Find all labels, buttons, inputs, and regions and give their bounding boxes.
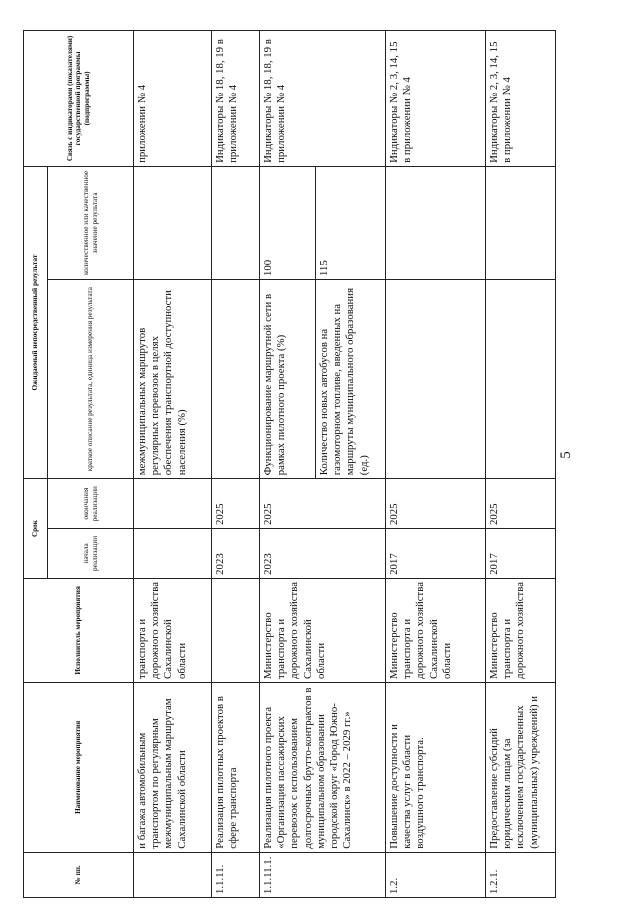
table-row (386, 31, 486, 898)
row-num: 1.1.11. (212, 852, 260, 897)
row-num: 1.1.11.1. (260, 852, 386, 897)
table-row (212, 31, 260, 898)
header-executor: Исполнитель мероприятия (24, 578, 134, 682)
row-value (212, 166, 260, 279)
table-row (134, 31, 212, 898)
row-end: 2025 (486, 479, 556, 529)
row-desc (486, 280, 556, 479)
row-desc: Функционирование маршрутной сети в рамках пилотного проекта (%) (260, 280, 316, 479)
row-name: Предоставление субсидий юридическим лицам (за исключением государственных (муниципальных) учреждений) и (486, 682, 556, 852)
row-end: 2025 (386, 479, 486, 529)
row-indicators: Индикаторы № 2, 3, 14, 15 в приложении № 4 (386, 31, 486, 167)
row-indicators: Индикаторы № 18, 18, 19 в приложении № 4 (260, 31, 386, 167)
row-executor (212, 578, 260, 682)
header-expected-value: количественное или качественное значение результата (48, 166, 134, 279)
row-indicators: Индикаторы № 2, 3, 14, 15 в приложении № 4 (486, 31, 556, 167)
row-value-2: 115 (316, 166, 386, 279)
row-value (386, 166, 486, 279)
row-start: 2017 (486, 529, 556, 579)
row-start: 2023 (212, 529, 260, 579)
row-desc: межмуниципальных маршрутов регулярных перевозок в целях обеспечения транспортной доступности населения (%) (134, 280, 212, 479)
measures-table (23, 30, 556, 898)
row-executor: Министерство транспорта и дорожного хозяйства Сахалинской области (260, 578, 386, 682)
row-value (486, 166, 556, 279)
row-num (134, 852, 212, 897)
row-value: 100 (260, 166, 316, 279)
row-executor: Министерство транспорта и дорожного хозяйства (486, 578, 556, 682)
row-executor: транспорта и дорожного хозяйства Сахалинской области (134, 578, 212, 682)
row-name: Реализация пилотных проектов в сфере транспорта (212, 682, 260, 852)
row-start: 2023 (260, 529, 386, 579)
row-name: Реализация пилотного проекта «Организация пассажирских перевозок с использованием долгосрочных брутто-контрактов в муниципальном образовании городской округ «Город Южно-Сахалинск» в 2022 – 2029 гг.» (260, 682, 386, 852)
row-value (134, 166, 212, 279)
header-expected-desc: краткое описание результата, единица измерения результата (48, 280, 134, 479)
row-end (134, 479, 212, 529)
row-name: Повышение доступности и качества услуг в области воздушного транспорта. (386, 682, 486, 852)
header-term-start: начала реализации (48, 529, 134, 579)
header-name: Наименование мероприятия (24, 682, 134, 852)
row-desc (212, 280, 260, 479)
table-row (486, 31, 556, 898)
header-expected: Ожидаемый непосредственный результат (24, 166, 48, 478)
table-row (260, 31, 316, 898)
row-end: 2025 (212, 479, 260, 529)
row-indicators: приложении № 4 (134, 31, 212, 167)
row-desc-2: Количество новых автобусов на газомоторном топливе, введенных на маршруты муниципального образования (ед.) (316, 280, 386, 479)
row-indicators: Индикаторы № 18, 18, 19 в приложении № 4 (212, 31, 260, 167)
row-num: 1.2.1. (486, 852, 556, 897)
header-term-end: окончания реализации (48, 479, 134, 529)
page-number: 5 (558, 451, 574, 459)
row-start (134, 529, 212, 579)
row-num: 1.2. (386, 852, 486, 897)
row-desc (386, 280, 486, 479)
row-executor: Министерство транспорта и дорожного хозяйства Сахалинской области (386, 578, 486, 682)
header-term: Срок (24, 479, 48, 579)
header-num: № пп. (24, 852, 134, 897)
row-end: 2025 (260, 479, 386, 529)
row-name: и багажа автомобильным транспортом по регулярным межмуниципальным маршрутам Сахалинской области (134, 682, 212, 852)
header-indicators: Связь с индикаторами (показателями) государственной программы (подпрограммы) (24, 31, 134, 167)
row-start: 2017 (386, 529, 486, 579)
